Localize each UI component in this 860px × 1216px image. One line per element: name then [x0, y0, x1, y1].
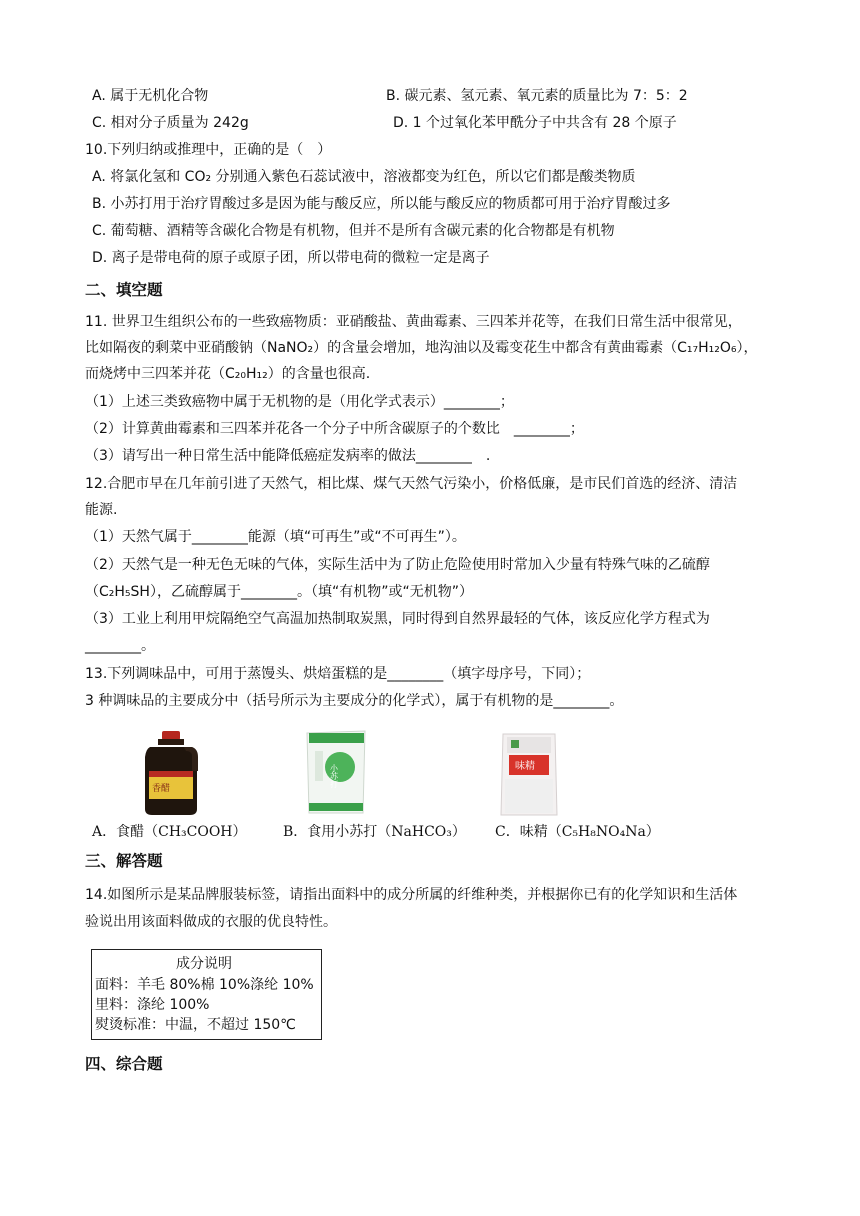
- msg-package-text: 味精: [515, 761, 535, 772]
- q11-part-1: （1）上述三类致癌物中属于无机物的是（用化学式表示）________；: [85, 394, 514, 410]
- q11-part-2: （2）计算黄曲霉素和三四苯并花各一个分子中所含碳原子的个数比 ________；: [85, 421, 584, 437]
- msg-bag-image: [497, 731, 561, 816]
- q12-line-1: 12.合肥市早在几年前引进了天然气，相比煤、煤气天然气污染小，价格低廉，是市民们首选的经济、清洁: [85, 476, 738, 492]
- q12-part-3a: （3）工业上利用甲烷隔绝空气高温加热制取炭黑，同时得到自然界最轻的气体，该反应化学方程式为: [85, 611, 710, 627]
- q11-line-2: 比如隔夜的剩菜中亚硝酸钠（NaNO₂）的含量会增加，地沟油以及霉变花生中都含有黄曲霉素（C₁₇H₁₂O₆），: [85, 340, 758, 356]
- q13-line-1: 13.下列调味品中，可用于蒸馒头、烘焙蛋糕的是________（填字母序号，下同）；: [85, 666, 591, 682]
- caption-vinegar: A．食醋（CH₃COOH）: [92, 824, 247, 840]
- section-heading-fill-in: 二、填空题: [85, 281, 163, 299]
- vinegar-bottle-image: [140, 731, 202, 816]
- q14-line-1: 14.如图所示是某品牌服装标签，请指出面料中的成分所属的纤维种类，并根据你已有的化学知识和生活体: [85, 887, 738, 903]
- caption-msg: C．味精（C₅H₈NO₄Na）: [495, 824, 660, 840]
- q10-option-d: D. 离子是带电荷的原子或原子团，所以带电荷的微粒一定是离子: [92, 250, 490, 266]
- q9-option-d: D. 1 个过氧化苯甲酰分子中共含有 28 个原子: [393, 115, 677, 131]
- caption-baking-soda: B．食用小苏打（NaHCO₃）: [283, 824, 466, 840]
- clothing-label-row-lining: 里料：涤纶 100%: [95, 997, 210, 1013]
- q10-option-b: B. 小苏打用于治疗胃酸过多是因为能与酸反应，所以能与酸反应的物质都可用于治疗胃酸过多: [92, 196, 671, 212]
- q11-part-3: （3）请写出一种日常生活中能降低癌症发病率的做法________ .: [85, 448, 491, 464]
- q10-stem: 10.下列归纳或推理中，正确的是（ ）: [85, 142, 332, 158]
- q12-part-2b: （C₂H₅SH），乙硫醇属于________。（填“有机物”或“无机物”）: [85, 584, 473, 600]
- clothing-label-title: 成分说明: [176, 956, 232, 972]
- q14-line-2: 验说出用该面料做成的衣服的优良特性。: [85, 914, 337, 930]
- section-heading-comprehensive: 四、综合题: [85, 1055, 163, 1073]
- q12-part-3b: ________。: [85, 638, 155, 654]
- q9-option-c: C. 相对分子质量为 242g: [92, 115, 249, 131]
- clothing-label: [91, 949, 322, 1040]
- q13-line-2: 3 种调味品的主要成分中（括号所示为主要成分的化学式），属于有机物的是________。: [85, 693, 624, 709]
- q9-option-b: B. 碳元素、氢元素、氧元素的质量比为 7：5：2: [386, 88, 688, 104]
- q11-line-1: 11. 世界卫生组织公布的一些致癌物质：亚硝酸盐、黄曲霉素、三四苯并花等，在我们日常生活中很常见，: [85, 314, 742, 330]
- q10-option-c: C. 葡萄糖、酒精等含碳化合物是有机物，但并不是所有含碳元素的化合物都是有机物: [92, 223, 615, 239]
- q9-option-a: A. 属于无机化合物: [92, 88, 209, 104]
- vinegar-package-text: 香醋: [152, 784, 171, 794]
- q11-line-3: 而烧烤中三四苯并花（C₂₀H₁₂）的含量也很高.: [85, 366, 371, 382]
- q12-part-1: （1）天然气属于________能源（填“可再生”或“不可再生”）。: [85, 529, 466, 545]
- clothing-label-row-ironing: 熨烫标准：中温，不超过 150℃: [95, 1017, 296, 1033]
- q12-line-2: 能源.: [85, 502, 118, 518]
- baking-soda-bag-image: [303, 729, 369, 815]
- soda-package-text: 小苏打: [329, 764, 339, 788]
- q10-option-a: A. 将氯化氢和 CO₂ 分别通入紫色石蕊试液中，溶液都变为红色，所以它们都是酸类物质: [92, 169, 636, 185]
- q12-part-2a: （2）天然气是一种无色无味的气体，实际生活中为了防止危险使用时常加入少量有特殊气味的乙硫醇: [85, 557, 710, 573]
- clothing-label-row-fabric: 面料：羊毛 80%棉 10%涤纶 10%: [95, 977, 314, 993]
- section-heading-answer: 三、解答题: [85, 852, 163, 870]
